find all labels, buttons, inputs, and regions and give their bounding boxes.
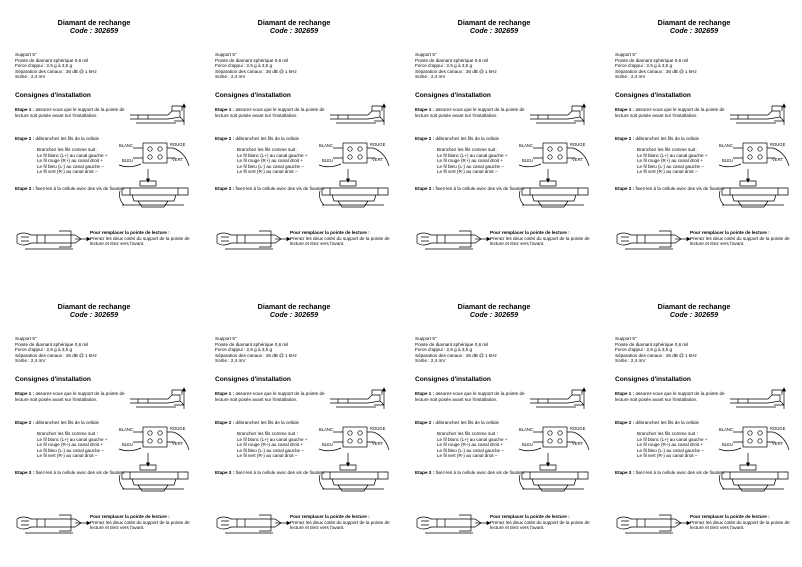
install-heading: Consignes d'installation [215, 376, 291, 383]
step-3 [15, 186, 127, 192]
specifications [215, 52, 297, 80]
replace-title: Pour remplacer la pointe de lecture : [490, 514, 570, 519]
step-3-label: Etape 3 : [15, 186, 35, 191]
spec-line: Pointe de diamant sphérique 0,6 mil [215, 57, 289, 63]
step-1-text: assurez-vous que le support de la pointe de lecture soit posée avant sur l'installation. [615, 391, 725, 402]
wiring-line: Le fil rouge (R+) au canal droit + [237, 442, 303, 448]
replacement-note [90, 230, 200, 247]
wiring-line: Le fil vert (R-) au canal droit – [37, 453, 98, 459]
wiring-diagram [717, 422, 792, 454]
step-3-text: fixez-les à la cellule avec des vis de fixation. [35, 470, 126, 475]
wiring-line: Le fil bleu (L-) au canal gauche – [237, 163, 304, 169]
instruction-card [0, 284, 200, 567]
label-rouge: ROUGE [570, 142, 586, 147]
spec-line: Pointe de diamant sphérique 0,6 mil [415, 57, 489, 63]
instruction-card [400, 0, 600, 283]
replace-title: Pour remplacer la pointe de lecture : [90, 230, 170, 235]
spec-line: Force d'appui : 2,5 g à 3,5 g [615, 63, 673, 69]
product-code: Code : 302659 [669, 26, 719, 35]
stylus-removal-illustration [15, 509, 90, 539]
label-bleu: BLEU [722, 442, 733, 447]
product-code: Code : 302659 [269, 310, 319, 319]
stylus-removal-illustration [415, 225, 490, 255]
step-1-label: Etape 1 : [615, 391, 635, 396]
replace-text: Prenez les deux cotés du support de la pointe de lecture et tirez vers l'avant. [490, 235, 590, 247]
step-3 [15, 470, 127, 476]
step-1-text: assurez-vous que le support de la pointe de lecture soit posée avant sur l'installation. [215, 391, 325, 402]
step-3-text: fixez-les à la cellule avec des vis de fixation. [635, 186, 726, 191]
step-1-label: Etape 1 : [15, 391, 35, 396]
install-heading: Consignes d'installation [415, 376, 491, 383]
spec-line: Pointe de diamant sphérique 0,6 mil [615, 341, 689, 347]
wiring-intro: Branchez les fils comme suit : [637, 431, 698, 436]
wiring-line: Le fil bleu (L-) au canal gauche – [237, 447, 304, 453]
label-bleu: BLEU [322, 158, 333, 163]
wiring-diagram [517, 138, 592, 170]
install-heading: Consignes d'installation [615, 92, 691, 99]
wiring-diagram [317, 138, 392, 170]
step-3 [615, 186, 727, 192]
step-2-text: débranchez les fils de la cellule [235, 136, 300, 141]
step-1 [215, 107, 327, 118]
cartridge-screw-illustration [318, 169, 393, 214]
step-3-label: Etape 3 : [615, 186, 635, 191]
stylus-holder-illustration [328, 387, 390, 415]
wiring-diagram [117, 422, 192, 454]
stylus-holder-illustration [128, 103, 190, 131]
spec-line: Sortie : 2,4 mV [15, 74, 46, 80]
spec-line: Force d'appui : 2,5 g à 3,5 g [15, 63, 73, 69]
wiring-intro: Branchez les fils comme suit : [237, 431, 298, 436]
wiring-line: Le fil blanc (L+) au canal gauche + [437, 152, 508, 158]
step-3-text: fixez-les à la cellule avec des vis de fixation. [435, 186, 526, 191]
replace-text: Prenez les deux cotés du support de la pointe de lecture et tirez vers l'avant. [690, 519, 790, 531]
step-3-text: fixez-les à la cellule avec des vis de fixation. [235, 186, 326, 191]
label-vert: VERT [572, 157, 584, 162]
install-heading: Consignes d'installation [15, 376, 91, 383]
spec-line: Séparation des canaux : 26 dB @ 1 kHz [15, 68, 97, 74]
step-2-label: Etape 2 : [615, 420, 635, 425]
spec-line: Support 5" [215, 52, 237, 57]
label-rouge: ROUGE [770, 426, 786, 431]
label-bleu: BLEU [522, 158, 533, 163]
wiring-line: Le fil blanc (L+) au canal gauche + [637, 152, 708, 158]
spec-line: Séparation des canaux : 26 dB @ 1 kHz [15, 352, 97, 358]
wiring-line: Le fil vert (R-) au canal droit – [437, 169, 498, 175]
stylus-removal-illustration [15, 225, 90, 255]
wiring-diagram [117, 138, 192, 170]
label-rouge: ROUGE [570, 426, 586, 431]
wiring-line: Le fil rouge (R+) au canal droit + [37, 158, 103, 164]
wiring-line: Le fil blanc (L+) au canal gauche + [37, 436, 108, 442]
step-2-label: Etape 2 : [15, 420, 35, 425]
label-vert: VERT [772, 441, 784, 446]
product-code: Code : 302659 [69, 310, 119, 319]
step-1-label: Etape 1 : [415, 391, 435, 396]
install-heading: Consignes d'installation [615, 376, 691, 383]
spec-line: Sortie : 2,4 mV [215, 74, 246, 80]
spec-line: Force d'appui : 2,5 g à 3,5 g [15, 347, 73, 353]
step-3-label: Etape 3 : [415, 470, 435, 475]
cartridge-screw-illustration [718, 169, 793, 214]
step-3-text: fixez-les à la cellule avec des vis de fixation. [35, 186, 126, 191]
step-3-label: Etape 3 : [215, 186, 235, 191]
specifications [415, 336, 497, 364]
replacement-note [90, 514, 200, 531]
step-3 [215, 470, 327, 476]
cartridge-screw-illustration [318, 453, 393, 498]
spec-line: Support 5" [15, 336, 37, 341]
wiring-line: Le fil rouge (R+) au canal droit + [437, 442, 503, 448]
label-rouge: ROUGE [170, 426, 186, 431]
instruction-card [200, 284, 400, 567]
replacement-note [290, 230, 400, 247]
spec-line: Pointe de diamant sphérique 0,6 mil [415, 341, 489, 347]
step-2-text: débranchez les fils de la cellule [635, 136, 700, 141]
replace-text: Prenez les deux cotés du support de la pointe de lecture et tirez vers l'avant. [90, 519, 190, 531]
step-2-label: Etape 2 : [15, 136, 35, 141]
stylus-holder-illustration [328, 103, 390, 131]
step-1-label: Etape 1 : [215, 107, 235, 112]
product-code: Code : 302659 [269, 26, 319, 35]
product-code: Code : 302659 [469, 310, 519, 319]
wiring-intro: Branchez les fils comme suit : [37, 147, 98, 152]
step-1-label: Etape 1 : [15, 107, 35, 112]
wiring-line: Le fil rouge (R+) au canal droit + [437, 158, 503, 164]
step-3-label: Etape 3 : [415, 186, 435, 191]
instruction-card [600, 0, 800, 283]
step-1-text: assurez-vous que le support de la pointe de lecture soit posée avant sur l'installation. [15, 391, 125, 402]
specifications [615, 336, 697, 364]
label-blanc: BLANC [319, 143, 333, 148]
label-blanc: BLANC [119, 427, 133, 432]
replace-title: Pour remplacer la pointe de lecture : [290, 230, 370, 235]
spec-line: Support 5" [415, 336, 437, 341]
spec-line: Support 5" [615, 336, 637, 341]
label-rouge: ROUGE [370, 142, 386, 147]
stylus-removal-illustration [215, 509, 290, 539]
product-code: Code : 302659 [669, 310, 719, 319]
step-2-text: débranchez les fils de la cellule [435, 136, 500, 141]
label-rouge: ROUGE [170, 142, 186, 147]
spec-line: Support 5" [415, 52, 437, 57]
spec-line: Force d'appui : 2,5 g à 3,5 g [215, 347, 273, 353]
step-3 [215, 186, 327, 192]
wiring-line: Le fil rouge (R+) au canal droit + [637, 442, 703, 448]
card-title: Diamant de rechange [57, 302, 131, 311]
spec-line: Séparation des canaux : 26 dB @ 1 kHz [615, 68, 697, 74]
stylus-holder-illustration [128, 387, 190, 415]
step-2-text: débranchez les fils de la cellule [35, 420, 100, 425]
label-vert: VERT [772, 157, 784, 162]
cartridge-screw-illustration [118, 169, 193, 214]
label-vert: VERT [172, 157, 184, 162]
wiring-line: Le fil bleu (L-) au canal gauche – [37, 447, 104, 453]
stylus-holder-illustration [528, 387, 590, 415]
step-2-label: Etape 2 : [615, 136, 635, 141]
spec-line: Sortie : 2,4 mV [215, 358, 246, 364]
step-1 [415, 107, 527, 118]
wiring-line: Le fil vert (R-) au canal droit – [37, 169, 98, 175]
label-blanc: BLANC [719, 143, 733, 148]
replacement-note [490, 230, 600, 247]
card-title: Diamant de rechange [457, 18, 531, 27]
wiring-intro: Branchez les fils comme suit : [37, 431, 98, 436]
step-3 [415, 186, 527, 192]
step-3-label: Etape 3 : [15, 470, 35, 475]
replace-title: Pour remplacer la pointe de lecture : [690, 514, 770, 519]
step-3-text: fixez-les à la cellule avec des vis de fixation. [435, 470, 526, 475]
product-code: Code : 302659 [69, 26, 119, 35]
step-1-text: assurez-vous que le support de la pointe de lecture soit posée avant sur l'installation. [415, 391, 525, 402]
label-rouge: ROUGE [770, 142, 786, 147]
wiring-line: Le fil rouge (R+) au canal droit + [637, 158, 703, 164]
wiring-line: Le fil bleu (L-) au canal gauche – [437, 163, 504, 169]
wiring-intro: Branchez les fils comme suit : [237, 147, 298, 152]
spec-line: Séparation des canaux : 26 dB @ 1 kHz [215, 68, 297, 74]
card-title: Diamant de rechange [57, 18, 131, 27]
step-2-text: débranchez les fils de la cellule [235, 420, 300, 425]
step-1-text: assurez-vous que le support de la pointe de lecture soit posée avant sur l'installation. [15, 107, 125, 118]
stylus-removal-illustration [215, 225, 290, 255]
spec-line: Séparation des canaux : 26 dB @ 1 kHz [415, 68, 497, 74]
wiring-line: Le fil vert (R-) au canal droit – [237, 169, 298, 175]
wiring-line: Le fil vert (R-) au canal droit – [237, 453, 298, 459]
wiring-line: Le fil vert (R-) au canal droit – [637, 453, 698, 459]
cartridge-screw-illustration [518, 169, 593, 214]
replace-text: Prenez les deux cotés du support de la pointe de lecture et tirez vers l'avant. [490, 519, 590, 531]
step-1 [15, 391, 127, 402]
spec-line: Force d'appui : 2,5 g à 3,5 g [215, 63, 273, 69]
replace-text: Prenez les deux cotés du support de la pointe de lecture et tirez vers l'avant. [290, 235, 390, 247]
replacement-note [490, 514, 600, 531]
wiring-line: Le fil bleu (L-) au canal gauche – [637, 163, 704, 169]
spec-line: Force d'appui : 2,5 g à 3,5 g [415, 347, 473, 353]
cartridge-screw-illustration [118, 453, 193, 498]
spec-line: Sortie : 2,4 mV [15, 358, 46, 364]
label-vert: VERT [372, 157, 384, 162]
stylus-removal-illustration [615, 225, 690, 255]
wiring-line: Le fil bleu (L-) au canal gauche – [637, 447, 704, 453]
card-title: Diamant de rechange [657, 302, 731, 311]
label-blanc: BLANC [319, 427, 333, 432]
step-3-text: fixez-les à la cellule avec des vis de fixation. [235, 470, 326, 475]
step-1 [215, 391, 327, 402]
step-2-label: Etape 2 : [215, 420, 235, 425]
replacement-note [690, 514, 800, 531]
label-vert: VERT [172, 441, 184, 446]
replace-title: Pour remplacer la pointe de lecture : [490, 230, 570, 235]
wiring-diagram [717, 138, 792, 170]
step-2-label: Etape 2 : [415, 420, 435, 425]
step-3-label: Etape 3 : [615, 470, 635, 475]
label-rouge: ROUGE [370, 426, 386, 431]
cartridge-screw-illustration [718, 453, 793, 498]
step-2-label: Etape 2 : [215, 136, 235, 141]
wiring-line: Le fil blanc (L+) au canal gauche + [237, 436, 308, 442]
spec-line: Pointe de diamant sphérique 0,6 mil [615, 57, 689, 63]
label-blanc: BLANC [119, 143, 133, 148]
wiring-intro: Branchez les fils comme suit : [437, 431, 498, 436]
spec-line: Sortie : 2,4 mV [415, 74, 446, 80]
wiring-line: Le fil vert (R-) au canal droit – [437, 453, 498, 459]
wiring-line: Le fil bleu (L-) au canal gauche – [437, 447, 504, 453]
specifications [15, 336, 97, 364]
label-bleu: BLEU [122, 158, 133, 163]
replacement-note [690, 230, 800, 247]
step-3 [415, 470, 527, 476]
replace-title: Pour remplacer la pointe de lecture : [90, 514, 170, 519]
step-2-text: débranchez les fils de la cellule [435, 420, 500, 425]
wiring-diagram [517, 422, 592, 454]
spec-line: Pointe de diamant sphérique 0,6 mil [15, 57, 89, 63]
instruction-card [200, 0, 400, 283]
card-title: Diamant de rechange [257, 302, 331, 311]
label-bleu: BLEU [122, 442, 133, 447]
spec-line: Pointe de diamant sphérique 0,6 mil [215, 341, 289, 347]
card-title: Diamant de rechange [457, 302, 531, 311]
label-blanc: BLANC [519, 143, 533, 148]
spec-line: Séparation des canaux : 26 dB @ 1 kHz [615, 352, 697, 358]
step-1-text: assurez-vous que le support de la pointe de lecture soit posée avant sur l'installation. [415, 107, 525, 118]
step-1 [415, 391, 527, 402]
stylus-holder-illustration [728, 387, 790, 415]
step-1-label: Etape 1 : [215, 391, 235, 396]
cartridge-screw-illustration [518, 453, 593, 498]
spec-line: Support 5" [15, 52, 37, 57]
replace-text: Prenez les deux cotés du support de la pointe de lecture et tirez vers l'avant. [690, 235, 790, 247]
step-2-label: Etape 2 : [415, 136, 435, 141]
spec-line: Sortie : 2,4 mV [615, 358, 646, 364]
wiring-line: Le fil rouge (R+) au canal droit + [237, 158, 303, 164]
replace-text: Prenez les deux cotés du support de la pointe de lecture et tirez vers l'avant. [90, 235, 190, 247]
label-vert: VERT [372, 441, 384, 446]
spec-line: Sortie : 2,4 mV [415, 358, 446, 364]
wiring-line: Le fil rouge (R+) au canal droit + [37, 442, 103, 448]
specifications [215, 336, 297, 364]
install-heading: Consignes d'installation [15, 92, 91, 99]
label-blanc: BLANC [519, 427, 533, 432]
step-1-text: assurez-vous que le support de la pointe de lecture soit posée avant sur l'installation. [215, 107, 325, 118]
label-bleu: BLEU [322, 442, 333, 447]
step-2-text: débranchez les fils de la cellule [35, 136, 100, 141]
step-2-text: débranchez les fils de la cellule [635, 420, 700, 425]
wiring-line: Le fil bleu (L-) au canal gauche – [37, 163, 104, 169]
step-1-text: assurez-vous que le support de la pointe de lecture soit posée avant sur l'installation. [615, 107, 725, 118]
step-3 [615, 470, 727, 476]
instruction-card [400, 284, 600, 567]
spec-line: Force d'appui : 2,5 g à 3,5 g [415, 63, 473, 69]
label-vert: VERT [572, 441, 584, 446]
spec-line: Séparation des canaux : 26 dB @ 1 kHz [215, 352, 297, 358]
wiring-line: Le fil blanc (L+) au canal gauche + [637, 436, 708, 442]
spec-line: Séparation des canaux : 26 dB @ 1 kHz [415, 352, 497, 358]
specifications [415, 52, 497, 80]
wiring-intro: Branchez les fils comme suit : [637, 147, 698, 152]
label-bleu: BLEU [522, 442, 533, 447]
spec-line: Support 5" [615, 52, 637, 57]
wiring-line: Le fil vert (R-) au canal droit – [637, 169, 698, 175]
spec-line: Sortie : 2,4 mV [615, 74, 646, 80]
specifications [15, 52, 97, 80]
step-1-label: Etape 1 : [415, 107, 435, 112]
stylus-holder-illustration [528, 103, 590, 131]
instruction-card [600, 284, 800, 567]
instruction-card [0, 0, 200, 283]
label-bleu: BLEU [722, 158, 733, 163]
step-3-label: Etape 3 : [215, 470, 235, 475]
product-code: Code : 302659 [469, 26, 519, 35]
wiring-line: Le fil blanc (L+) au canal gauche + [237, 152, 308, 158]
stylus-removal-illustration [615, 509, 690, 539]
spec-line: Force d'appui : 2,5 g à 3,5 g [615, 347, 673, 353]
install-heading: Consignes d'installation [415, 92, 491, 99]
step-3-text: fixez-les à la cellule avec des vis de fixation. [635, 470, 726, 475]
wiring-diagram [317, 422, 392, 454]
card-title: Diamant de rechange [257, 18, 331, 27]
specifications [615, 52, 697, 80]
label-blanc: BLANC [719, 427, 733, 432]
wiring-line: Le fil blanc (L+) au canal gauche + [37, 152, 108, 158]
spec-line: Support 5" [215, 336, 237, 341]
step-1-label: Etape 1 : [615, 107, 635, 112]
wiring-line: Le fil blanc (L+) au canal gauche + [437, 436, 508, 442]
wiring-intro: Branchez les fils comme suit : [437, 147, 498, 152]
replace-title: Pour remplacer la pointe de lecture : [290, 514, 370, 519]
card-title: Diamant de rechange [657, 18, 731, 27]
step-1 [15, 107, 127, 118]
replace-text: Prenez les deux cotés du support de la pointe de lecture et tirez vers l'avant. [290, 519, 390, 531]
replacement-note [290, 514, 400, 531]
step-1 [615, 391, 727, 402]
stylus-holder-illustration [728, 103, 790, 131]
step-1 [615, 107, 727, 118]
spec-line: Pointe de diamant sphérique 0,6 mil [15, 341, 89, 347]
replace-title: Pour remplacer la pointe de lecture : [690, 230, 770, 235]
stylus-removal-illustration [415, 509, 490, 539]
install-heading: Consignes d'installation [215, 92, 291, 99]
